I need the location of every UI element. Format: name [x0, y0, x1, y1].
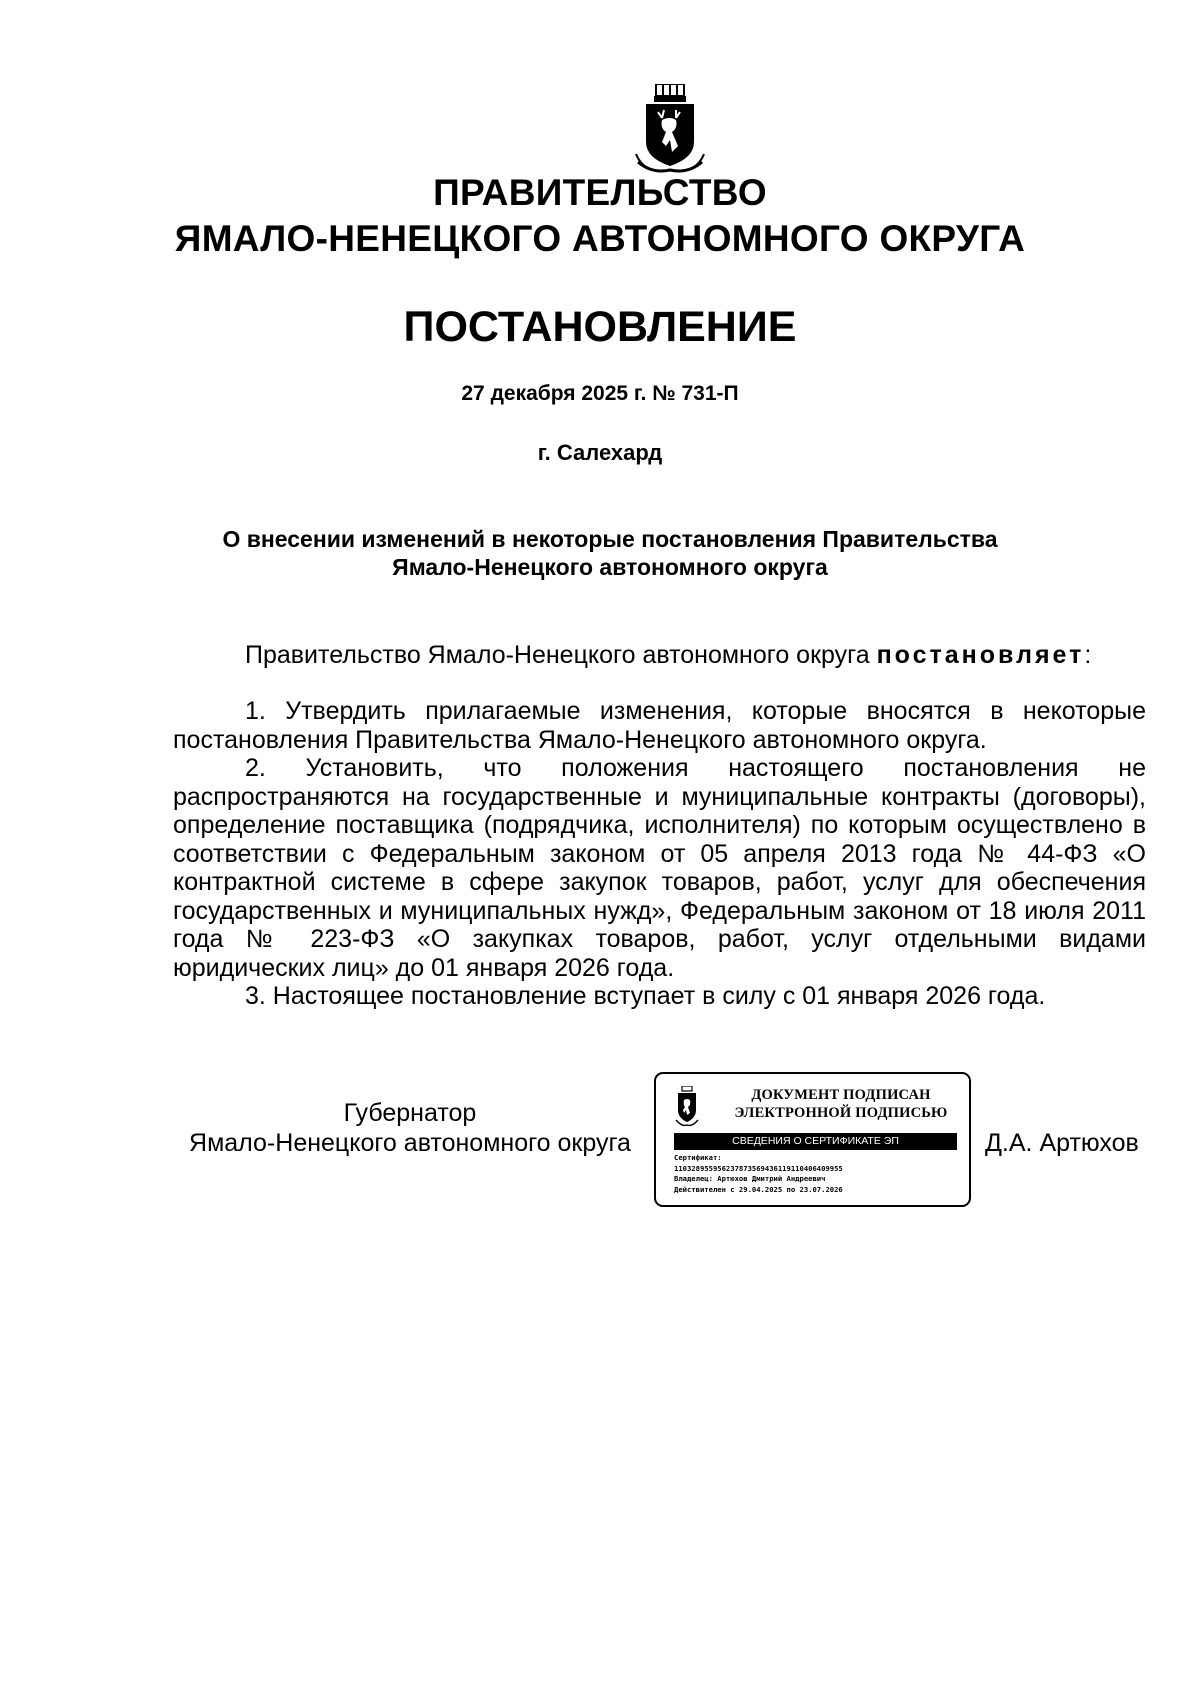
city: г. Салехард	[537, 440, 663, 465]
date-and-number: 27 декабря 2025 г. № 731-П	[461, 382, 739, 405]
electronic-signature-stamp	[654, 1072, 971, 1207]
position-line1: Губернатор	[343, 1099, 477, 1127]
org-name-line2: ЯМАЛО-НЕНЕЦКОГО АВТОНОМНОГО ОКРУГА	[174, 218, 1026, 259]
stamp-title-line1: ДОКУМЕНТ ПОДПИСАН	[751, 1087, 931, 1103]
subject-line1: О внесении изменений в некоторые постановления Правительства	[222, 526, 998, 552]
coat-of-arms-icon	[632, 84, 708, 176]
lead-end: :	[1084, 641, 1092, 669]
resolution-item-3: 3. Настоящее постановление вступает в силу с 01 января 2026 года.	[245, 982, 1046, 1010]
subject-line2: Ямало-Ненецкого автономного округа	[392, 554, 828, 580]
document-type: ПОСТАНОВЛЕНИЕ	[403, 303, 797, 351]
cert-owner: Владелец: Артюхов Дмитрий Андреевич	[674, 1174, 826, 1184]
coat-of-arms-icon	[674, 1086, 700, 1128]
document-subject	[140, 525, 1080, 581]
stamp-title	[716, 1086, 966, 1122]
stamp-cert-header: СВЕДЕНИЯ О СЕРТИФИКАТЕ ЭП	[674, 1133, 957, 1150]
stamp-cert-info	[674, 1153, 964, 1195]
cert-label: Сертификат:	[674, 1153, 722, 1162]
resolution-item-1: 1. Утвердить прилагаемые изменения, которые вносятся в некоторые постановления Правительства Ямало-Ненецкого автономного округа.	[173, 697, 1146, 754]
signatory-name: Д.А. Артюхов	[985, 1129, 1139, 1157]
lead-paragraph	[173, 641, 1146, 670]
org-name-line1: ПРАВИТЕЛЬСТВО	[433, 172, 767, 213]
resolution-items	[173, 697, 1146, 1011]
signatory-position	[165, 1098, 655, 1158]
resolution-item-2: 2. Установить, что положения настоящего постановления не распространяются на государственные и муниципальные контракты (договоры), определение поставщика (подрядчика, исполнителя) по которым осуществлено в соответствии с Федеральным законом от 05 апреля 2013 года № 44-ФЗ «О контрактной системе в сфере закупок товаров, работ, услуг для обеспечения государственных и муниципальных нужд», Федеральным законом от 18 июля 2011 года № 223-ФЗ «О закупках товаров, работ, услуг отдельными видами юридических лиц» до 01 января 2026 года.	[173, 754, 1146, 982]
cert-number: 110328955956237873569436119110406409955	[674, 1163, 843, 1173]
position-line2: Ямало-Ненецкого автономного округа	[189, 1129, 631, 1157]
lead-text: Правительство Ямало-Ненецкого автономного округа	[245, 641, 877, 669]
stamp-title-line2: ЭЛЕКТРОННОЙ ПОДПИСЬЮ	[734, 1105, 948, 1121]
lead-emphasis: постановляет	[876, 641, 1085, 669]
cert-validity: Действителен с 29.04.2025 по 23.07.2026	[674, 1184, 843, 1194]
